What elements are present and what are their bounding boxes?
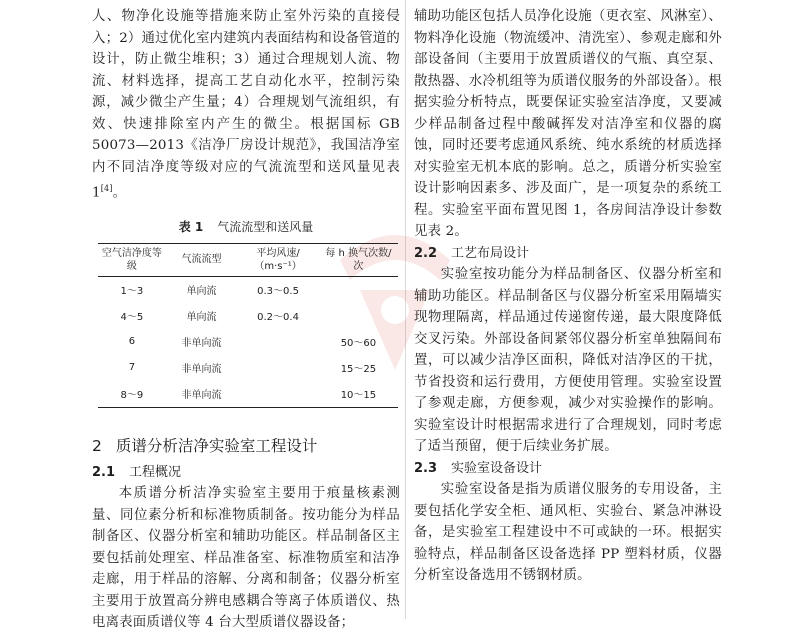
subsection-heading: [414, 243, 722, 265]
section-number: 2: [92, 436, 102, 455]
subsection-title: 工艺布局设计: [451, 245, 530, 261]
table-caption-text: 气流流型和送风量: [217, 219, 314, 234]
paragraph-2-1: 本质谱分析洁净实验室主要用于痕量核素测量、同位素分析和标准物质制备。按功能分为样品制备区、仪器分析室和辅助功能区。样品制备区主要包括前处理室、样品准备室、标准物质室和洁净走廊，用于样品的溶解、分离和制备；仪器分析室主要用于放置高分辨电感耦合等离子体质谱仪、热电离表面质谱仪等 4 台大型质谱仪器设备；: [92, 486, 400, 631]
table-cell: [237, 355, 319, 381]
table-cell: 15～25: [340, 363, 377, 375]
table-row: [98, 355, 398, 381]
table-cell: [237, 381, 319, 408]
airflow-table: [98, 243, 398, 408]
table-caption: [92, 218, 400, 235]
paragraph-continued: 辅助功能区包括人员净化设施（更衣室、风淋室）、物料净化设施（物流缓冲、清洗室）、参观走廊和外部设备间（主要用于放置质谱仪的气瓶、真空泵、散热器、水冷机组等为质谱仪服务的外部设备）。根据实验分析特点，既要保证实验室洁净度，又要减少样品制备过程中酸碱挥发对洁净室和仪器的腐蚀，同时还要考虑通风系统、纯水系统的材质选择对实验室无机本底的影响。总之，质谱分析实验室设计影响因素多、涉及面广，是一项复杂的系统工程。实验室平面布置见图 1，各房间洁净设计参数见表 2。: [414, 9, 722, 239]
section-title: 质谱分析洁净实验室工程设计: [115, 436, 318, 455]
table-cell: 7: [128, 361, 136, 373]
table-row: [98, 303, 398, 329]
subsection-heading: [414, 458, 722, 480]
table-header-row: [98, 243, 398, 276]
subsection-heading: [92, 462, 400, 484]
table-cell: 1～3: [120, 285, 144, 297]
table-cell: 0.2～0.4: [257, 311, 299, 323]
table-cell: 非单向流: [181, 337, 222, 349]
section-heading: [92, 434, 400, 456]
header-air-changes: 每 h 换气次数/次: [319, 243, 398, 276]
table-cell: [319, 276, 398, 303]
table-cell: 50～60: [340, 337, 377, 349]
paragraph-2-2: 实验室按功能分为样品制备区、仪器分析室和辅助功能区。样品制备区与仪器分析室采用隔墙实现物理隔离，样品通过传递窗传递，最大限度降低交叉污染。外部设备间紧邻仪器分析室单独隔间布置，可以减少洁净区面积，降低对洁净区的干扰，节省投资和运行费用，方便使用管理。实验室设置了参观走廊，方便参观，减少对实验操作的影响。实验室设计时根据需求进行了合理规划，同时考虑了适当预留，便于后续业务扩展。: [414, 267, 722, 454]
table-cell: 4～5: [120, 311, 144, 323]
left-column: [92, 6, 400, 634]
table-number: 表 1: [178, 219, 204, 234]
subsection-title: 工程概况: [129, 464, 182, 480]
table-cell: 非单向流: [166, 381, 237, 408]
table-cell: 非单向流: [181, 363, 222, 375]
table-row: [98, 381, 398, 408]
table-cell: 6: [128, 335, 136, 347]
citation-ref: [4]: [100, 184, 113, 193]
subsection-number: 2.1: [92, 464, 116, 480]
paragraph-2-3: 实验室设备是指为质谱仪服务的专用设备，主要包括化学安全柜、通风柜、实验台、紧急冲淋设备，是实验室工程建设中不可或缺的一环。根据实验特点，样品制备区设备选择 PP 塑料材质，仪器分析室设备选用不锈钢材质。: [414, 482, 722, 583]
subsection-number: 2.3: [414, 460, 438, 476]
subsection-title: 实验室设备设计: [451, 460, 543, 476]
subsection-number: 2.2: [414, 245, 438, 261]
header-velocity: 平均风速/（m·s⁻¹）: [237, 243, 319, 276]
table-cell: 8～9: [98, 381, 166, 408]
table-cell: [319, 303, 398, 329]
header-cleanliness: 空气洁净度等级: [98, 243, 166, 276]
table-row: [98, 276, 398, 303]
table-cell: 0.3～0.5: [257, 285, 299, 297]
header-flow-type: 气流流型: [166, 243, 237, 276]
intro-paragraph: 人、物净化设施等措施来防止室外污染的直接侵入；2）通过优化室内建筑内表面结构和设备管道的设计，防止微尘堆积；3）通过合理规划人流、物流、材料选择，提高工艺自动化水平，控制污染源，减少微尘产生量；4）合理规划气流组织，有效、快速排除室内产生的微尘。根据国标 GB 50073—2013《洁净厂房设计规范》，我国洁净室内不同洁净度等级对应的气流流型和送风量见表 1[4]。: [92, 9, 400, 201]
table-cell: 单向流: [186, 285, 217, 297]
right-column: [414, 6, 722, 587]
table-cell: 10～15: [319, 381, 398, 408]
table-cell: 单向流: [186, 311, 217, 323]
table-row: [98, 329, 398, 355]
table-cell: [237, 329, 319, 355]
